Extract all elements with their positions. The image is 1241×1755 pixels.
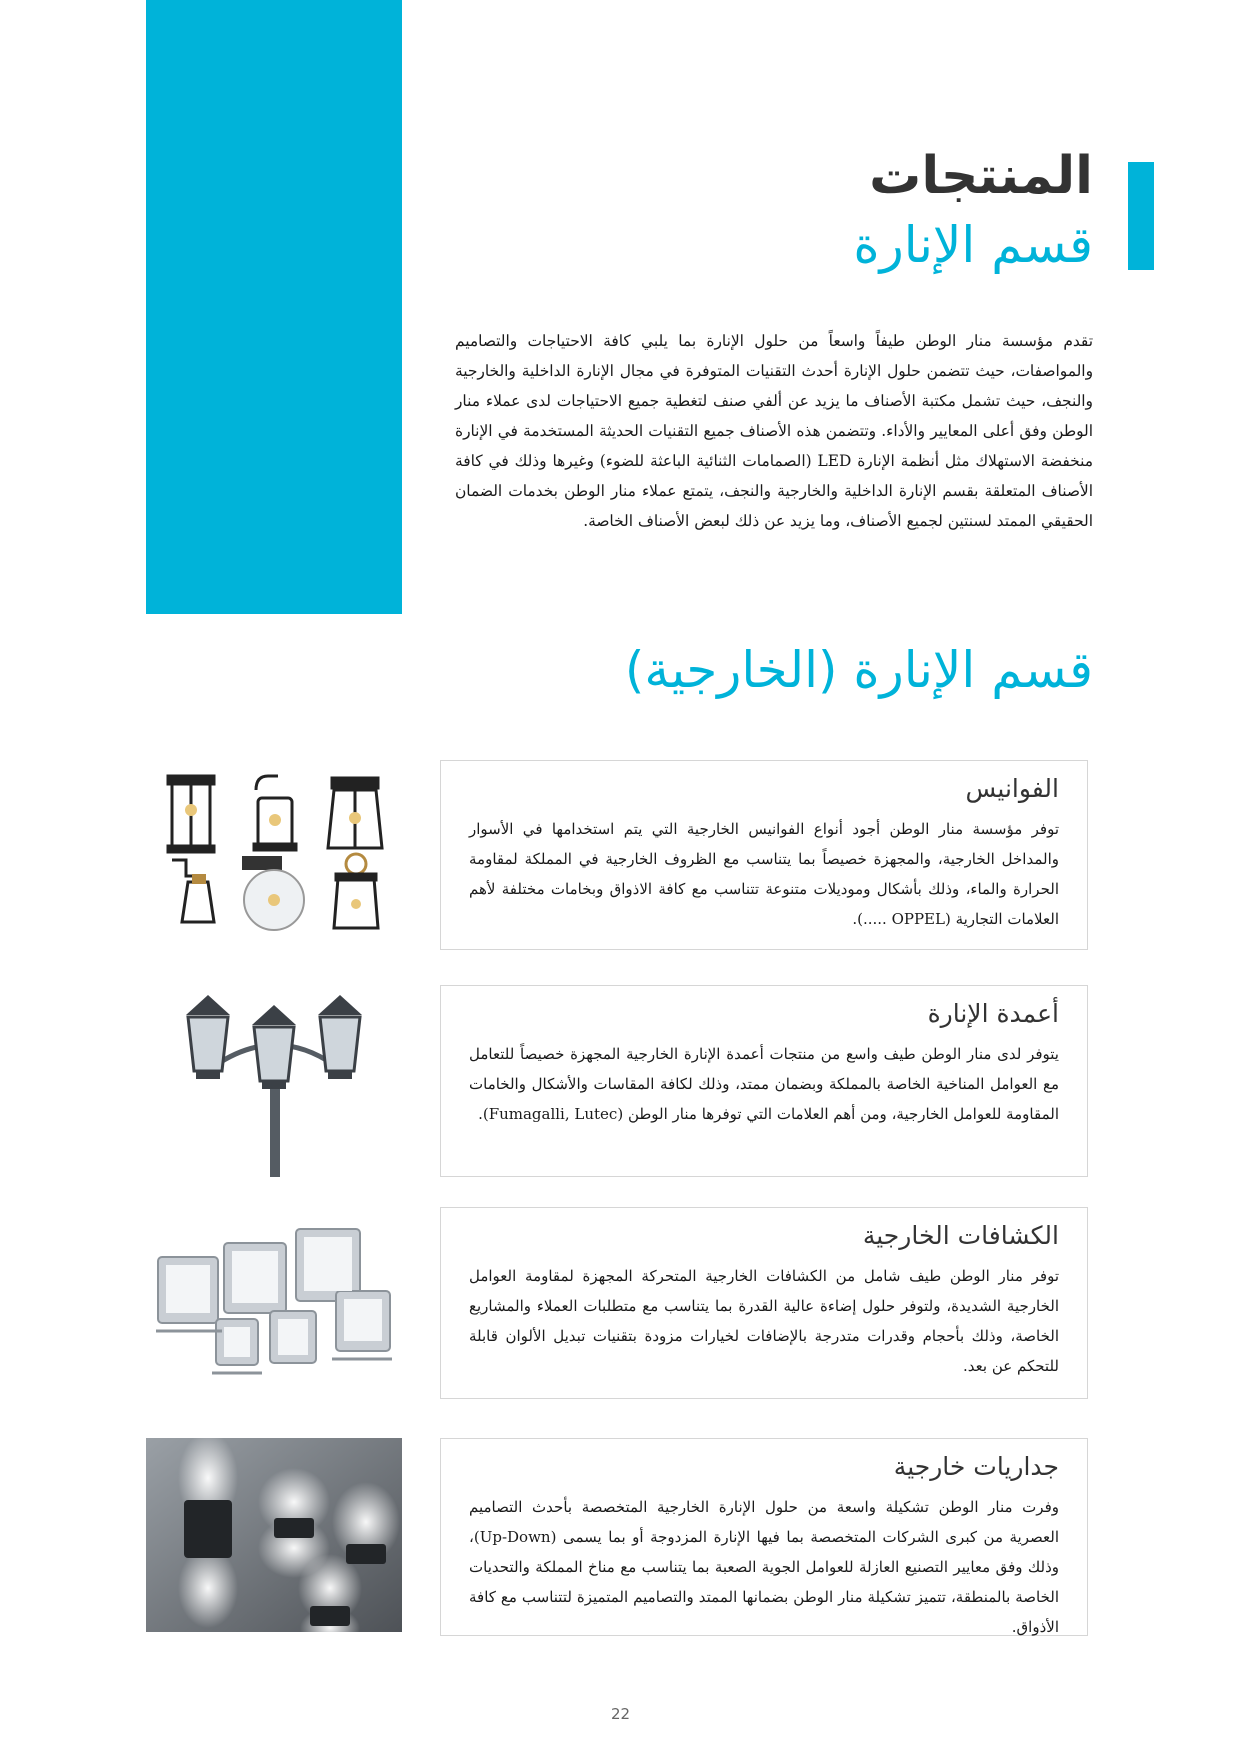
lanterns-image	[146, 760, 402, 946]
card-title-lanterns: الفوانيس	[965, 774, 1059, 803]
intro-paragraph: تقدم مؤسسة منار الوطن طيفاً واسعاً من حلول الإنارة بما يلبي كافة الاحتياجات والتصاميم والمواصفات، حيث تتضمن حلول الإنارة أحدث التقنيات المتوفرة في مجال الإنارة الداخلية والخارجية والنجف، حيث تشمل مكتبة الأصناف ما يزيد عن ألفي صنف لتغطية جميع الاحتياجات لدى عملاء منار الوطن وفق أعلى المعايير والأداء. وتتضمن هذه الأصناف جميع التقنيات الحديثة المستخدمة في الإنارة منخفضة الاستهلاك مثل أنظمة الإنارة LED (الصمامات الثنائية الباعثة للضوء) وغيرها وذلك في كافة الأصناف المتعلقة بقسم الإنارة الداخلية والخارجية والنجف، يتمتع عملاء منار الوطن بخدمات الضمان الحقيقي الممتد لسنتين لجميع الأصناف، وما يزيد عن ذلك لبعض الأصناف الخاصة.	[455, 332, 1094, 530]
decorative-side-band	[146, 0, 402, 614]
card-text-lighting-poles: يتوفر لدى منار الوطن طيف واسع من منتجات أعمدة الإنارة الخارجية المجهزة خصيصاً للتعامل مع العوامل المناخية الخاصة بالمملكة وبضمان ممتد، وذلك لكافة المقاسات والأشكال والخامات المقاومة للعوامل الخارجية، ومن أهم العلامات التي توفرها منار الوطن (Fumagalli, Lutec).	[469, 1044, 1059, 1123]
page-subtitle: قسم الإنارة	[853, 216, 1093, 274]
card-title-lighting-poles: أعمدة الإنارة	[927, 999, 1059, 1028]
page-number: 22	[610, 1705, 631, 1723]
section-title: قسم الإنارة (الخارجية)	[624, 641, 1093, 699]
card-text-lanterns: توفر مؤسسة منار الوطن أجود أنواع الفوانيس الخارجية التي يتم استخدامها في الأسوار والمداخل الخارجية، والمجهزة خصيصاً بما يتناسب مع الظروف الخارجية في المملكة لمقاومة الحرارة والماء، وذلك بأشكال وموديلات متنوعة تتناسب مع كافة الاذواق وبخامات مختلفة لأهم العلامات التجارية (OPPEL .....).	[469, 819, 1059, 928]
card-text-floodlights: توفر منار الوطن طيف شامل من الكشافات الخارجية المتحركة المجهزة لمقاومة العوامل الخارجية الشديدة، ولتوفر حلول إضاءة عالية القدرة بما يتناسب مع متطلبات العملاء والمشاريع الخاصة، وذلك بأحجام وقدرات متدرجة بالإضافات لخيارات مزودة بتقنيات تبديل الألوان قابلة للتحكم عن بعد.	[469, 1266, 1059, 1375]
card-floodlights	[440, 1207, 1088, 1399]
title-accent-bar	[1128, 162, 1154, 270]
card-lighting-poles	[440, 985, 1088, 1177]
card-lanterns	[440, 760, 1088, 950]
page-title: المنتجات	[869, 146, 1093, 206]
card-wall-lights	[440, 1438, 1088, 1636]
card-title-wall-lights: جداريات خارجية	[893, 1452, 1059, 1481]
floodlights-image	[146, 1207, 402, 1399]
lighting-poles-image	[146, 985, 402, 1177]
wall-lights-image	[146, 1438, 402, 1632]
card-text-wall-lights: وفرت منار الوطن تشكيلة واسعة من حلول الإنارة الخارجية المتخصصة بأحدث التصاميم العصرية من كبرى الشركات المتخصصة بما فيها الإنارة المزدوجة أو بما يسمى (Up-Down)، وذلك وفق معايير التصنيع العازلة للعوامل الجوية الصعبة بما يتناسب مع مناخ المملكة والتحديات الخاصة بالمنطقة، تتميز تشكيلة منار الوطن بضمانها الممتد والتصاميم المتميزة لتتناسب مع كافة الأذواق.	[469, 1497, 1059, 1636]
card-title-floodlights: الكشافات الخارجية	[862, 1221, 1059, 1250]
